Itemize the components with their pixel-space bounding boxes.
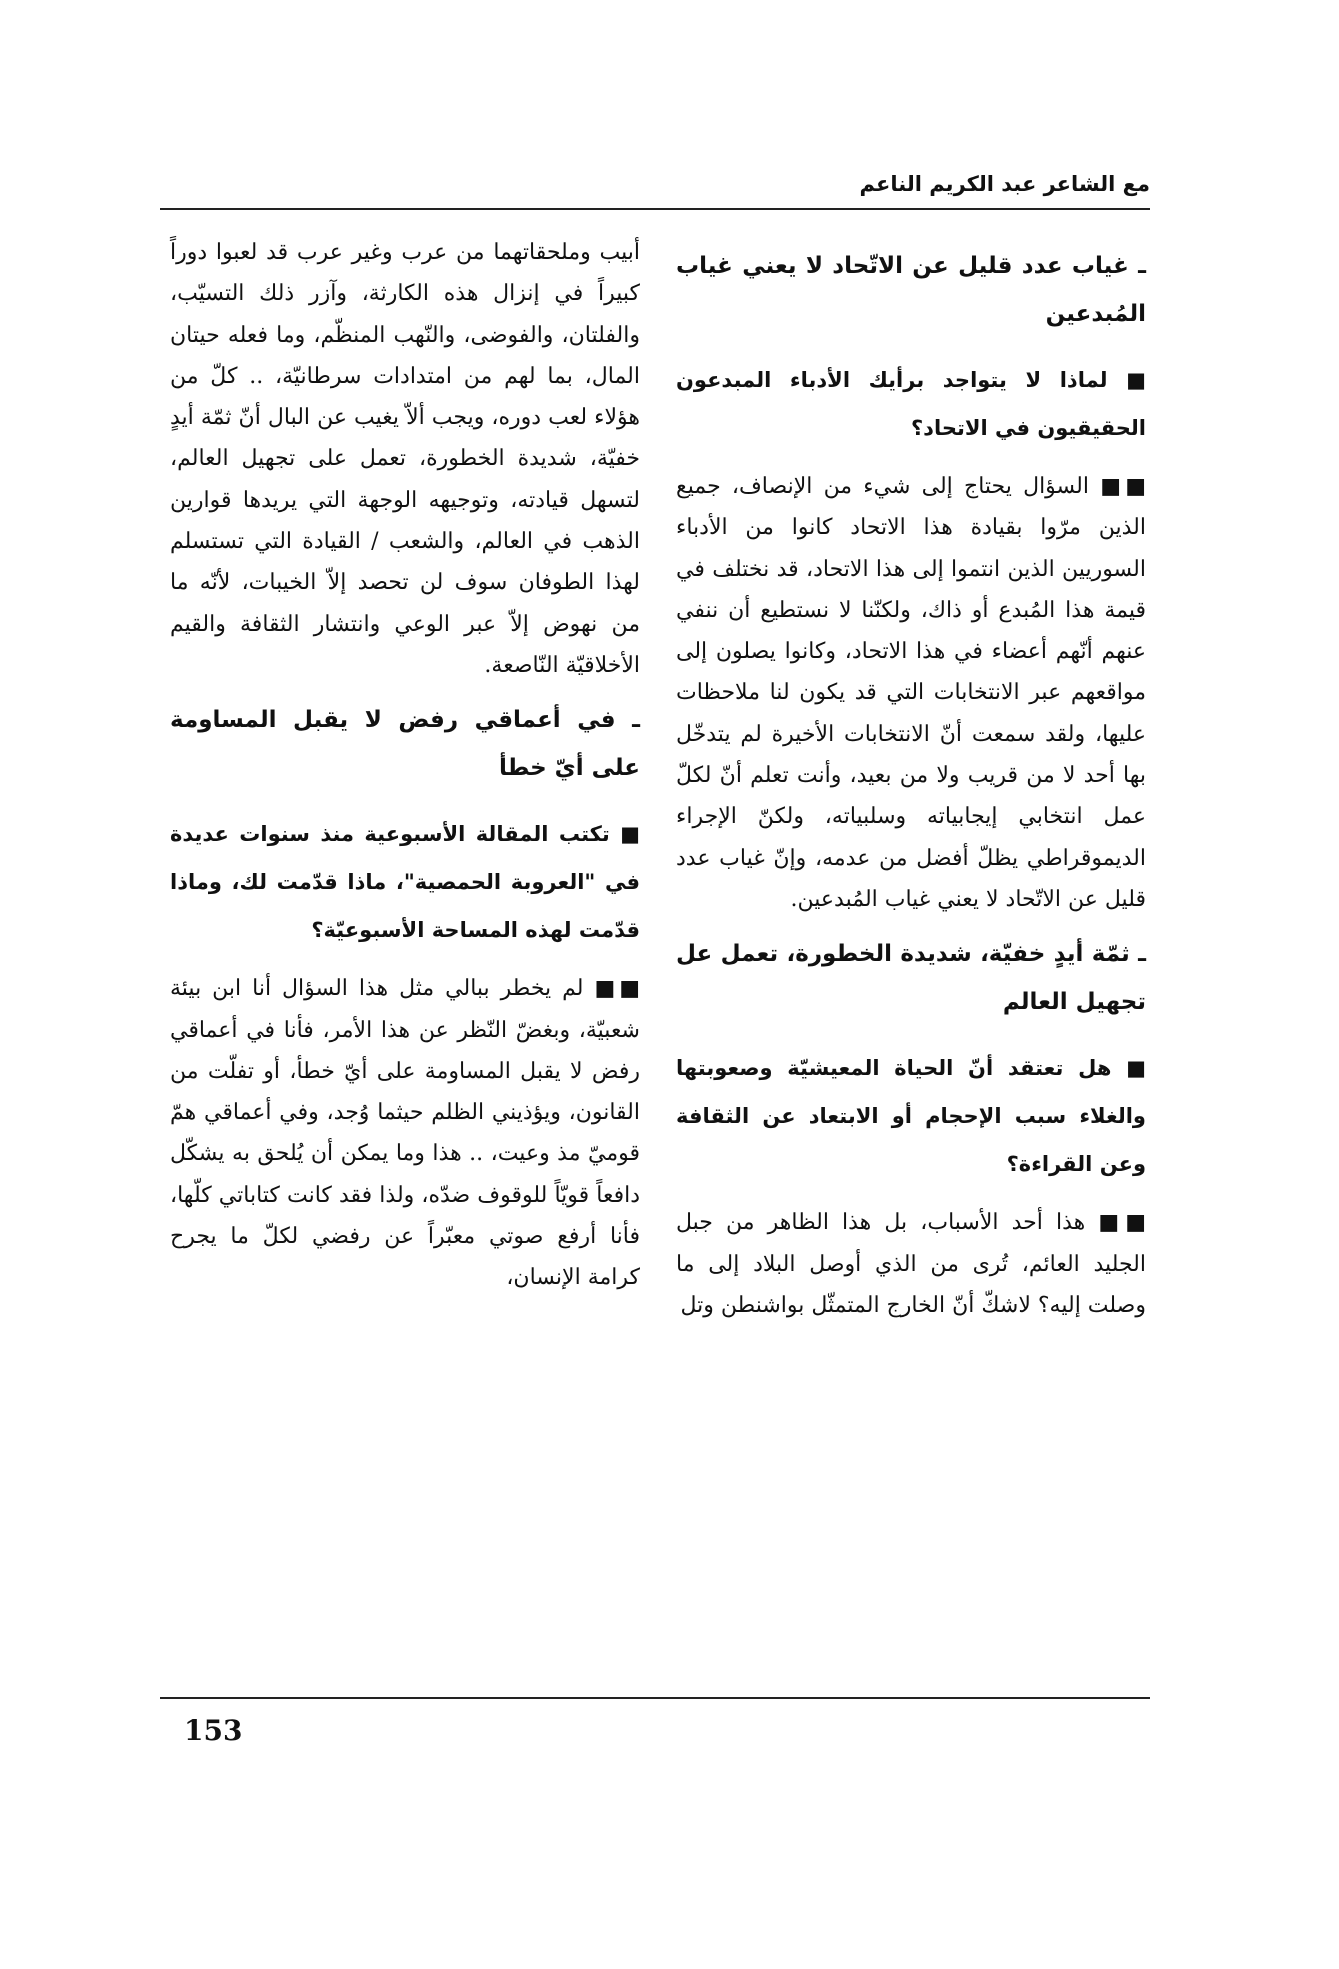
footer-divider bbox=[160, 1697, 1150, 1699]
section-heading-2: ـ ثمّة أيدٍ خفيّة، شديدة الخطورة، تعمل عل تجهيل العالم bbox=[676, 941, 1146, 1016]
page-number: 153 bbox=[184, 1714, 243, 1747]
interview-answer-2: ■■ هذا أحد الأسباب، بل هذا الظاهر من جبل الجليد العائم، تُرى من الذي أوصل البلاد إلى ما وصلت إليه؟ لاشكّ أنّ الخارج المتمثّل بواشنطن وتل bbox=[676, 1210, 1146, 1318]
section-heading-3: ـ في أعماقي رفض لا يقبل المساومة على أيّ خطأ bbox=[170, 707, 640, 782]
interview-answer-1: ■■ السؤال يحتاج إلى شيء من الإنصاف، جميع الذين مرّوا بقيادة هذا الاتحاد كانوا من الأدباء السوريين الذين انتموا إلى هذا الاتحاد، قد نختلف في قيمة هذا المُبدع أو ذاك، ولكنّنا لا نستطيع أن ننفي عنهم أنّهم أعضاء في هذا الاتحاد، وكانوا يصلون إلى مواقعهم عبر الانتخابات التي قد يكون لنا ملاحظات عليها، ولقد سمعت أنّ الانتخابات الأخيرة لم يتدخّل بها أحد لا من قريب ولا من بعيد، وأنت تعلم أنّ لكلّ عمل انتخابي إيجابياته وسلبياته، ولكنّ الإجراء الديموقراطي يظلّ أفضل من عدمه، وإنّ غياب عدد قليل عن الاتّحاد لا يعني غياب المُبدعين. bbox=[676, 474, 1146, 912]
interview-question-3: ■ تكتب المقالة الأسبوعية منذ سنوات عديدة في "العروبة الحمصية"، ماذا قدّمت لك، وماذا قدّمت لهذه المساحة الأسبوعيّة؟ bbox=[170, 822, 640, 943]
answer-2-continuation: أبيب وملحقاتهما من عرب وغير عرب قد لعبوا دوراً كبيراً في إنزال هذه الكارثة، وآزر ذلك التسيّب، والفلتان، والفوضى، والنّهب المنظّم، وما فعله حيتان المال، بما لهم من امتدادات سرطانيّة، .. كلّ من هؤلاء لعب دوره، ويجب ألاّ يغيب عن البال أنّ ثمّة أيدٍ خفيّة، شديدة الخطورة، تعمل على تجهيل العالم، لتسهل قيادته، وتوجيهه الوجهة التي يريدها قوارين الذهب في العالم، والشعب / القيادة التي تستسلم لهذا الطوفان سوف لن تحصد إلاّ الخيبات، لأنّه ما من نهوض إلاّ عبر الوعي وانتشار الثقافة والقيم الأخلاقيّة النّاصعة. bbox=[170, 240, 640, 678]
interview-question-2: ■ هل تعتقد أنّ الحياة المعيشيّة وصعوبتها والغلاء سبب الإحجام أو الابتعاد عن الثقافة وعن القراءة؟ bbox=[676, 1056, 1146, 1177]
right-column bbox=[676, 232, 1146, 1336]
left-column bbox=[170, 232, 640, 1309]
interview-question-1: ■ لماذا لا يتواجد برأيك الأدباء المبدعون الحقيقيون في الاتحاد؟ bbox=[676, 368, 1146, 440]
section-heading-1: ـ غياب عدد قليل عن الاتّحاد لا يعني غياب المُبدعين bbox=[676, 253, 1146, 327]
interview-answer-3: ■■ لم يخطر ببالي مثل هذا السؤال أنا ابن بيئة شعبيّة، وبغضّ النّظر عن هذا الأمر، فأنا في أعماقي رفض لا يقبل المساومة على أيّ خطأ، أو تفلّت من القانون، ويؤذيني الظلم حيثما وُجد، وفي أعماقي همّ قوميّ مذ وعيت، .. هذا وما يمكن أن يُلحق به يشكّل دافعاً قويّاً للوقوف ضدّه، ولذا فقد كانت كتاباتي كلّها، فأنا أرفع صوتي معبّراً عن رفضي لكلّ ما يجرح كرامة الإنسان، bbox=[170, 976, 640, 1291]
header-title: مع الشاعر عبد الكريم الناعم bbox=[859, 172, 1150, 196]
running-header bbox=[160, 172, 1150, 210]
